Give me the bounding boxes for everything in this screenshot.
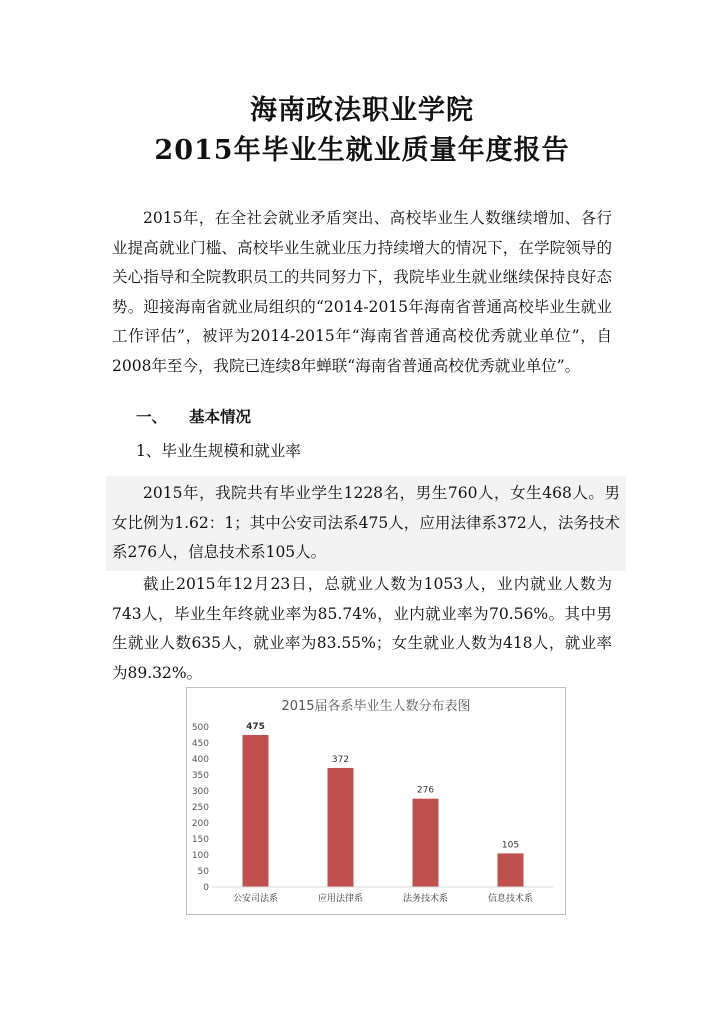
section-number: 一、	[136, 407, 168, 426]
y-tick-label: 450	[191, 739, 209, 749]
graduate-scale-paragraph: 2015年，我院共有毕业学生1228名，男生760人，女生468人。男女比例为1.62：1；其中公安司法系475人，应用法律系372人，法务技术系276人，信息技术系105人。	[106, 476, 626, 571]
chart-title: 2015届各系毕业生人数分布表图	[281, 699, 471, 714]
document-title-line1: 海南政法职业学院	[250, 95, 474, 126]
bar-4	[498, 853, 524, 887]
intro-paragraph: 2015年，在全社会就业矛盾突出、高校毕业生人数继续增加、各行业提高就业门槛、高校毕业生就业压力持续增大的情况下，在学院领导的关心指导和全院教职员工的共同努力下，我院毕业生就业继续保持良好态势。迎接海南省就业局组织的“2014-2015年海南省普通高校毕业生就业工作评估”，被评为2014-2015年“海南省普通高校优秀就业单位”，自2008年至今，我院已连续8年蝉联“海南省普通高校优秀就业单位”。	[112, 209, 612, 375]
y-tick-label: 350	[191, 771, 209, 781]
x-category-label: 信息技术系	[487, 894, 534, 904]
document-title-line2: 2015年毕业生就业质量年度报告	[154, 135, 570, 166]
x-category-label: 应用法律系	[317, 894, 364, 904]
bar-value-label: 372	[331, 754, 350, 765]
y-tick-label: 200	[191, 819, 209, 829]
x-category-label: 公安司法系	[232, 894, 279, 904]
y-tick-label: 50	[197, 867, 209, 877]
bar-2	[328, 768, 354, 887]
y-tick-label: 0	[203, 883, 209, 893]
bar-1	[243, 735, 269, 887]
subsection-heading: 1、毕业生规模和就业率	[136, 442, 301, 460]
y-tick-label: 100	[191, 851, 209, 861]
y-tick-label: 300	[191, 787, 209, 797]
y-tick-label: 150	[191, 835, 209, 845]
y-tick-label: 250	[191, 803, 209, 813]
bar-value-label: 475	[246, 722, 265, 732]
bar-3	[413, 799, 439, 887]
bar-value-label: 105	[501, 840, 520, 851]
bar-chart-svg	[187, 688, 565, 914]
x-category-label: 法务技术系	[402, 894, 449, 904]
employment-rate-paragraph: 截止2015年12月23日，总就业人数为1053人，业内就业人数为743人，毕业生年终就业率为85.74%，业内就业率为70.56%。其中男生就业人数635人，就业率为83.55%；女生就业人数为418人，就业率为89.32%。	[112, 575, 612, 682]
bar-chart	[186, 687, 566, 915]
section-title: 基本情况	[189, 407, 252, 426]
section-heading	[136, 405, 251, 427]
y-tick-label: 400	[191, 755, 209, 765]
bar-value-label: 276	[416, 785, 435, 796]
y-tick-label: 500	[191, 723, 209, 733]
